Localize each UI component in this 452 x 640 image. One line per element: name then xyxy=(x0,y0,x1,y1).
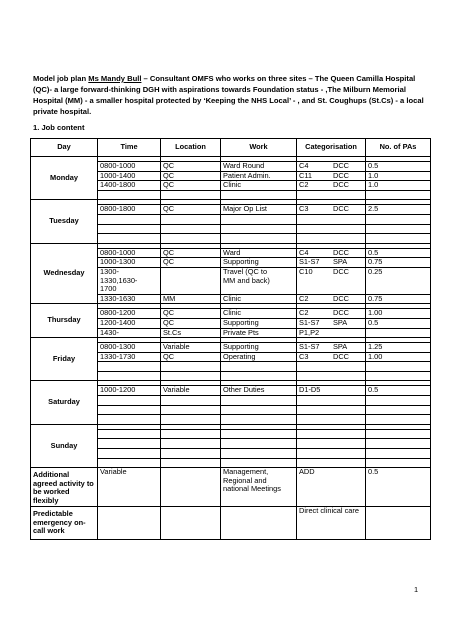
header-time: Time xyxy=(98,139,161,157)
cell-pas: 1.25 xyxy=(366,343,431,353)
cell-location: Variable xyxy=(161,343,221,353)
table-cell xyxy=(297,214,366,224)
day-label-tuesday: Tuesday xyxy=(31,200,98,243)
table-cell xyxy=(98,224,161,234)
table-cell xyxy=(221,362,297,372)
category-type: DCC xyxy=(333,351,350,361)
table-cell xyxy=(161,439,221,449)
table-cell xyxy=(366,396,431,406)
table-cell xyxy=(221,415,297,425)
table-cell xyxy=(221,371,297,381)
table-cell xyxy=(98,214,161,224)
intro-paragraph xyxy=(33,73,428,117)
cell-location: QC xyxy=(161,162,221,172)
category-code: S1-S7 xyxy=(299,257,320,267)
table-cell xyxy=(366,439,431,449)
cell-categorisation xyxy=(297,318,366,328)
table-cell xyxy=(221,214,297,224)
table-cell xyxy=(161,396,221,406)
table-cell xyxy=(98,362,161,372)
table-cell xyxy=(98,396,161,406)
cell-time: 1330-1630 xyxy=(98,294,161,304)
table-cell xyxy=(161,405,221,415)
table-cell xyxy=(221,234,297,244)
table-cell xyxy=(98,415,161,425)
cell-categorisation xyxy=(297,309,366,319)
table-cell xyxy=(161,224,221,234)
table-cell xyxy=(297,396,366,406)
table-cell xyxy=(98,507,161,540)
table-cell xyxy=(161,507,221,540)
day-label-monday: Monday xyxy=(31,157,98,200)
cell-work: Private Pts xyxy=(221,328,297,338)
table-cell xyxy=(161,371,221,381)
header-work: Work xyxy=(221,139,297,157)
cell-categorisation xyxy=(297,181,366,191)
category-type: DCC xyxy=(333,204,350,214)
table-cell xyxy=(366,371,431,381)
category-code: P1,P2 xyxy=(299,327,320,337)
table-cell xyxy=(297,190,366,200)
table-cell xyxy=(221,429,297,439)
cell-time: 1200-1400 xyxy=(98,318,161,328)
cell-pas: 0.75 xyxy=(366,258,431,268)
table-cell xyxy=(366,449,431,459)
table-cell xyxy=(221,224,297,234)
cell-work: Clinic xyxy=(221,181,297,191)
category-code: C4 xyxy=(299,161,309,170)
header-categorisation: Categorisation xyxy=(297,139,366,157)
category-code: C3 xyxy=(299,351,309,361)
cell-time: Variable xyxy=(98,468,161,507)
cell-pas: 0.5 xyxy=(366,248,431,258)
table-cell xyxy=(366,214,431,224)
cell-work: Ward Round xyxy=(221,162,297,172)
table-cell xyxy=(366,415,431,425)
cell-categorisation xyxy=(297,258,366,268)
header-pas: No. of PAs xyxy=(366,139,431,157)
cell-work: Travel (QC to MM and back) xyxy=(221,267,297,294)
cell-location xyxy=(161,468,221,507)
table-row xyxy=(31,468,431,507)
cell-pas: 1.00 xyxy=(366,352,431,362)
cell-pas: 0.75 xyxy=(366,294,431,304)
cell-location: QC xyxy=(161,318,221,328)
category-type: DCC xyxy=(333,170,350,180)
table-cell xyxy=(98,429,161,439)
table-cell xyxy=(366,507,431,540)
day-label-predictable: Predictable emergency on-call work xyxy=(31,507,98,540)
cell-location: QC xyxy=(161,181,221,191)
table-cell xyxy=(221,449,297,459)
cell-pas: 2.5 xyxy=(366,205,431,215)
table-cell xyxy=(366,362,431,372)
cell-time: 1330-1730 xyxy=(98,352,161,362)
cell-location: QC xyxy=(161,248,221,258)
cell-time: 0800-1000 xyxy=(98,162,161,172)
table-cell xyxy=(221,190,297,200)
cell-location: St.Cs xyxy=(161,328,221,338)
table-cell xyxy=(98,234,161,244)
table-cell xyxy=(161,458,221,468)
category-code: C3 xyxy=(299,204,309,214)
job-content-table xyxy=(30,138,431,540)
table-cell xyxy=(366,429,431,439)
cell-time: 0800-1300 xyxy=(98,343,161,353)
category-code: D1-D5 xyxy=(299,385,321,395)
table-header-row xyxy=(31,139,431,157)
cell-location: QC xyxy=(161,258,221,268)
table-cell xyxy=(297,362,366,372)
cell-pas: 1.0 xyxy=(366,171,431,181)
cell-work: Supporting xyxy=(221,343,297,353)
cell-time: 1000-1300 xyxy=(98,258,161,268)
cell-time: 1400-1800 xyxy=(98,181,161,191)
table-cell xyxy=(297,224,366,234)
consultant-name: Ms Mandy Bull xyxy=(88,74,142,83)
day-label-saturday: Saturday xyxy=(31,381,98,424)
day-label-thursday: Thursday xyxy=(31,304,98,338)
table-cell xyxy=(161,214,221,224)
table-cell xyxy=(221,405,297,415)
table-cell xyxy=(297,415,366,425)
table-cell xyxy=(297,449,366,459)
table-cell xyxy=(161,449,221,459)
table-cell xyxy=(98,371,161,381)
category-code: C2 xyxy=(299,308,309,318)
cell-time: 0800-1800 xyxy=(98,205,161,215)
table-cell xyxy=(221,396,297,406)
cell-pas: 0.5 xyxy=(366,386,431,396)
cell-categorisation xyxy=(297,205,366,215)
cell-categorisation: ADD xyxy=(297,468,366,507)
cell-work: Major Op List xyxy=(221,205,297,215)
category-code: C11 xyxy=(299,170,313,180)
cell-work: Operating xyxy=(221,352,297,362)
cell-pas: 0.5 xyxy=(366,468,431,507)
category-code: S1-S7 xyxy=(299,342,320,352)
cell-categorisation xyxy=(297,162,366,172)
cell-categorisation xyxy=(297,352,366,362)
table-cell xyxy=(161,190,221,200)
table-cell xyxy=(297,371,366,381)
cell-pas: 1.0 xyxy=(366,181,431,191)
cell-location: QC xyxy=(161,352,221,362)
day-label-friday: Friday xyxy=(31,338,98,381)
intro-prefix: Model job plan xyxy=(33,74,89,83)
cell-work: Clinic xyxy=(221,309,297,319)
cell-pas: 1.00 xyxy=(366,309,431,319)
cell-categorisation xyxy=(297,267,366,294)
intro-description: – Consultant OMFS who works on three sites – The Queen Camilla Hospital (QC)- a large forward-thinking DGH with aspirations towards Foundation status - ,The Milburn Memorial Hospital (MM) - a smaller hospital protected by ‘Keeping the NHS Local’ - , and St. Coughups (St.Cs) - a local private hospital. xyxy=(33,74,424,116)
table-cell xyxy=(221,507,297,540)
cell-time: 1000-1200 xyxy=(98,386,161,396)
category-code: C10 xyxy=(299,266,313,276)
header-day: Day xyxy=(31,139,98,157)
category-type: SPA xyxy=(333,342,348,352)
cell-location: QC xyxy=(161,171,221,181)
table-row xyxy=(31,507,431,540)
cell-work: Supporting xyxy=(221,258,297,268)
cell-time: 1430- xyxy=(98,328,161,338)
table-cell xyxy=(221,439,297,449)
category-code: C2 xyxy=(299,180,309,190)
category-type: DCC xyxy=(333,266,350,276)
cell-categorisation: Direct clinical care xyxy=(297,507,366,540)
cell-location: QC xyxy=(161,309,221,319)
cell-pas: 0.25 xyxy=(366,267,431,294)
table-cell xyxy=(161,362,221,372)
section-heading: 1. Job content xyxy=(33,123,85,132)
cell-work: Clinic xyxy=(221,294,297,304)
cell-pas xyxy=(366,328,431,338)
table-cell xyxy=(366,234,431,244)
cell-work: Patient Admin. xyxy=(221,171,297,181)
cell-work: Other Duties xyxy=(221,386,297,396)
category-code: S1-S7 xyxy=(299,317,320,327)
header-location: Location xyxy=(161,139,221,157)
category-type: DCC xyxy=(333,180,350,190)
cell-time: 0800-1200 xyxy=(98,309,161,319)
table-cell xyxy=(297,234,366,244)
table-cell xyxy=(366,405,431,415)
table-cell xyxy=(366,224,431,234)
category-type: DCC xyxy=(333,293,350,303)
day-label-sunday: Sunday xyxy=(31,424,98,467)
category-type: DCC xyxy=(333,308,350,318)
category-type: DCC xyxy=(333,161,350,170)
table-cell xyxy=(161,429,221,439)
cell-categorisation xyxy=(297,343,366,353)
table-cell xyxy=(98,190,161,200)
cell-categorisation xyxy=(297,294,366,304)
cell-time: 1000-1400 xyxy=(98,171,161,181)
day-label-additional: Additional agreed activity to be worked flexibly xyxy=(31,468,98,507)
cell-time: 1300- 1330,1630- 1700 xyxy=(98,267,161,294)
cell-time: 0800-1000 xyxy=(98,248,161,258)
table-cell xyxy=(161,234,221,244)
category-type: SPA xyxy=(333,257,348,267)
page-number: 1 xyxy=(414,585,419,594)
cell-work: Supporting xyxy=(221,318,297,328)
category-code: C4 xyxy=(299,247,309,257)
category-type: SPA xyxy=(333,317,348,327)
cell-categorisation xyxy=(297,328,366,338)
table-cell xyxy=(297,439,366,449)
table-cell xyxy=(98,449,161,459)
cell-work: Ward xyxy=(221,248,297,258)
cell-work: Management, Regional and national Meetings xyxy=(221,468,297,507)
table-cell xyxy=(297,405,366,415)
cell-location: Variable xyxy=(161,386,221,396)
cell-categorisation xyxy=(297,386,366,396)
day-label-wednesday: Wednesday xyxy=(31,243,98,304)
table-cell xyxy=(161,415,221,425)
cell-location: MM xyxy=(161,294,221,304)
cell-pas: 0.5 xyxy=(366,162,431,172)
cell-location: QC xyxy=(161,205,221,215)
table-cell xyxy=(98,405,161,415)
category-type: DCC xyxy=(333,247,350,257)
cell-location xyxy=(161,267,221,294)
table-cell xyxy=(98,439,161,449)
table-cell xyxy=(366,190,431,200)
table-cell xyxy=(297,429,366,439)
category-code: C2 xyxy=(299,293,309,303)
cell-pas: 0.5 xyxy=(366,318,431,328)
